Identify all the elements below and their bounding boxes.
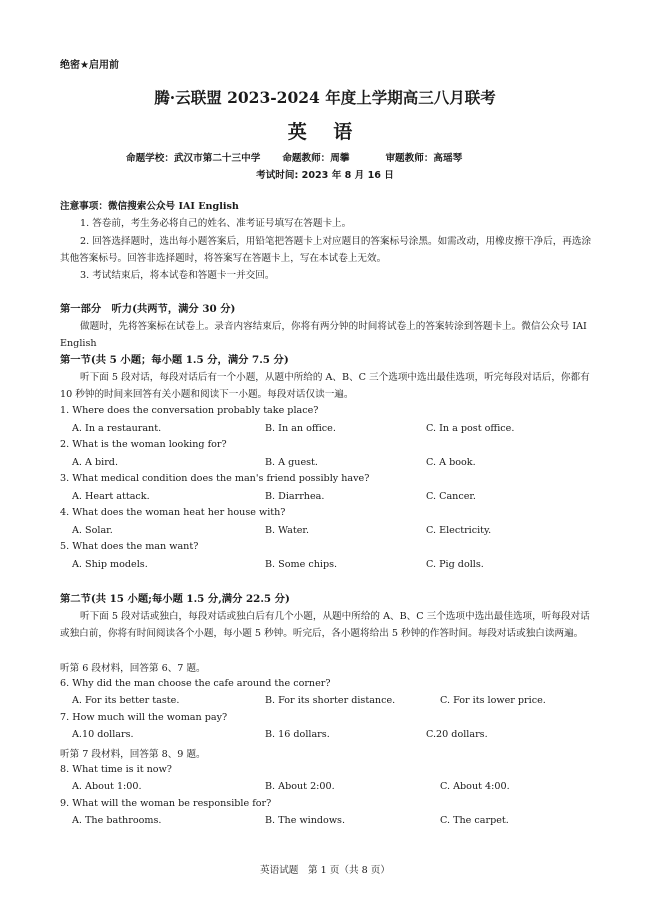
- section1-heading: 第一节(共 5 小题；每小题 1.5 分，满分 7.5 分): [60, 354, 289, 366]
- question-stem: 1. Where does the conversation probably take place?: [60, 405, 319, 416]
- exam-time: 考试时间: 2023 年 8 月 16 日: [256, 170, 394, 181]
- option-b: B. A guest.: [265, 457, 318, 468]
- option-a: A. Solar.: [72, 525, 113, 536]
- option-a: A. Heart attack.: [72, 491, 150, 502]
- option-c: C. The carpet.: [440, 815, 509, 826]
- option-b: B. About 2:00.: [265, 781, 335, 792]
- option-c: C. Cancer.: [426, 491, 476, 502]
- subject-title: 英 语: [287, 121, 363, 143]
- option-b: B. Some chips.: [265, 559, 338, 570]
- question-reviewer: 审题教师：高瑶琴: [385, 153, 463, 164]
- exam-title: 腾·云联盟 2023-2024 年度上学期高三八月联考: [154, 88, 496, 107]
- material-7-label: 听第 7 段材料，回答第 8、9 题。: [60, 749, 206, 760]
- option-a: A.10 dollars.: [72, 729, 134, 740]
- option-a: A. The bathrooms.: [72, 815, 162, 826]
- notes-heading: 注意事项：微信搜索公众号 IAI English: [60, 201, 239, 212]
- option-b: B. Water.: [265, 525, 310, 536]
- material-6-label: 听第 6 段材料，回答第 6、7 题。: [60, 663, 206, 674]
- option-a: A. About 1:00.: [72, 781, 142, 792]
- part1-heading: 第一部分 听力(共两节，满分 30 分): [60, 303, 236, 315]
- question-stem: 6. Why did the man choose the cafe around the corner?: [60, 678, 331, 689]
- option-a: A. For its better taste.: [72, 695, 180, 706]
- question-school: 命题学校：武汉市第二十三中学: [126, 153, 261, 164]
- option-b: B. 16 dollars.: [265, 729, 330, 740]
- question-stem: 3. What medical condition does the man's friend possibly have?: [60, 473, 370, 484]
- option-a: A. In a restaurant.: [72, 423, 162, 434]
- part1-intro: 做题时，先将答案标在试卷上。录音内容结束后，你将有两分钟的时间将试卷上的答案转涂到答题卡上。微信公众号 IAI English: [60, 321, 587, 349]
- section2-heading: 第二节(共 15 小题;每小题 1.5 分,满分 22.5 分): [60, 593, 290, 605]
- question-stem: 4. What does the woman heat her house with?: [60, 507, 286, 518]
- option-b: B. The windows.: [265, 815, 346, 826]
- note-item-3: 3. 考试结束后，将本试卷和答题卡一并交回。: [80, 270, 275, 281]
- section1-intro: 听下面 5 段对话，每段对话后有一个小题，从题中所给的 A、B、C 三个选项中选出最佳选项，听完每段对话后，你都有 10 秒钟的时间来回答有关小题和阅读下一小题。每段对话仅读一遍。: [60, 372, 590, 400]
- question-stem: 2. What is the woman looking for?: [60, 439, 227, 450]
- option-a: A. Ship models.: [72, 559, 148, 570]
- option-c: C. Pig dolls.: [426, 559, 484, 570]
- question-setter: 命题教师：周攀: [282, 153, 350, 164]
- option-c: C.20 dollars.: [426, 729, 488, 740]
- option-c: C. For its lower price.: [440, 695, 546, 706]
- section2-intro: 听下面 5 段对话或独白，每段对话或独白后有几个小题，从题中所给的 A、B、C 三个选项中选出最佳选项，听每段对话或独白前，你将有时间阅读各个小题，每小题 5 秒钟。听完后，各小题将给出 5 秒钟的作答时间。每段对话或独白读两遍。: [60, 611, 590, 639]
- page-footer: 英语试题 第 1 页（共 8 页）: [260, 865, 390, 876]
- option-a: A. A bird.: [72, 457, 118, 468]
- question-stem: 9. What will the woman be responsible for?: [60, 798, 272, 809]
- confidential-mark: 绝密★启用前: [60, 60, 119, 71]
- option-b: B. For its shorter distance.: [265, 695, 396, 706]
- option-b: B. Diarrhea.: [265, 491, 325, 502]
- question-stem: 5. What does the man want?: [60, 541, 199, 552]
- option-b: B. In an office.: [265, 423, 336, 434]
- note-item-2: 2. 回答选择题时，选出每小题答案后，用铅笔把答题卡上对应题目的答案标号涂黑。如需改动，用橡皮擦干净后，再选涂其他答案标号。回答非选择题时，将答案写在答题卡上，写在本试卷上无效。: [60, 236, 592, 264]
- question-stem: 8. What time is it now?: [60, 764, 172, 775]
- option-c: C. In a post office.: [426, 423, 515, 434]
- exam-staff-line: [126, 150, 462, 164]
- option-c: C. About 4:00.: [440, 781, 510, 792]
- option-c: C. A book.: [426, 457, 476, 468]
- question-stem: 7. How much will the woman pay?: [60, 712, 228, 723]
- option-c: C. Electricity.: [426, 525, 492, 536]
- note-item-1: 1. 答卷前，考生务必将自己的姓名、准考证号填写在答题卡上。: [80, 218, 352, 229]
